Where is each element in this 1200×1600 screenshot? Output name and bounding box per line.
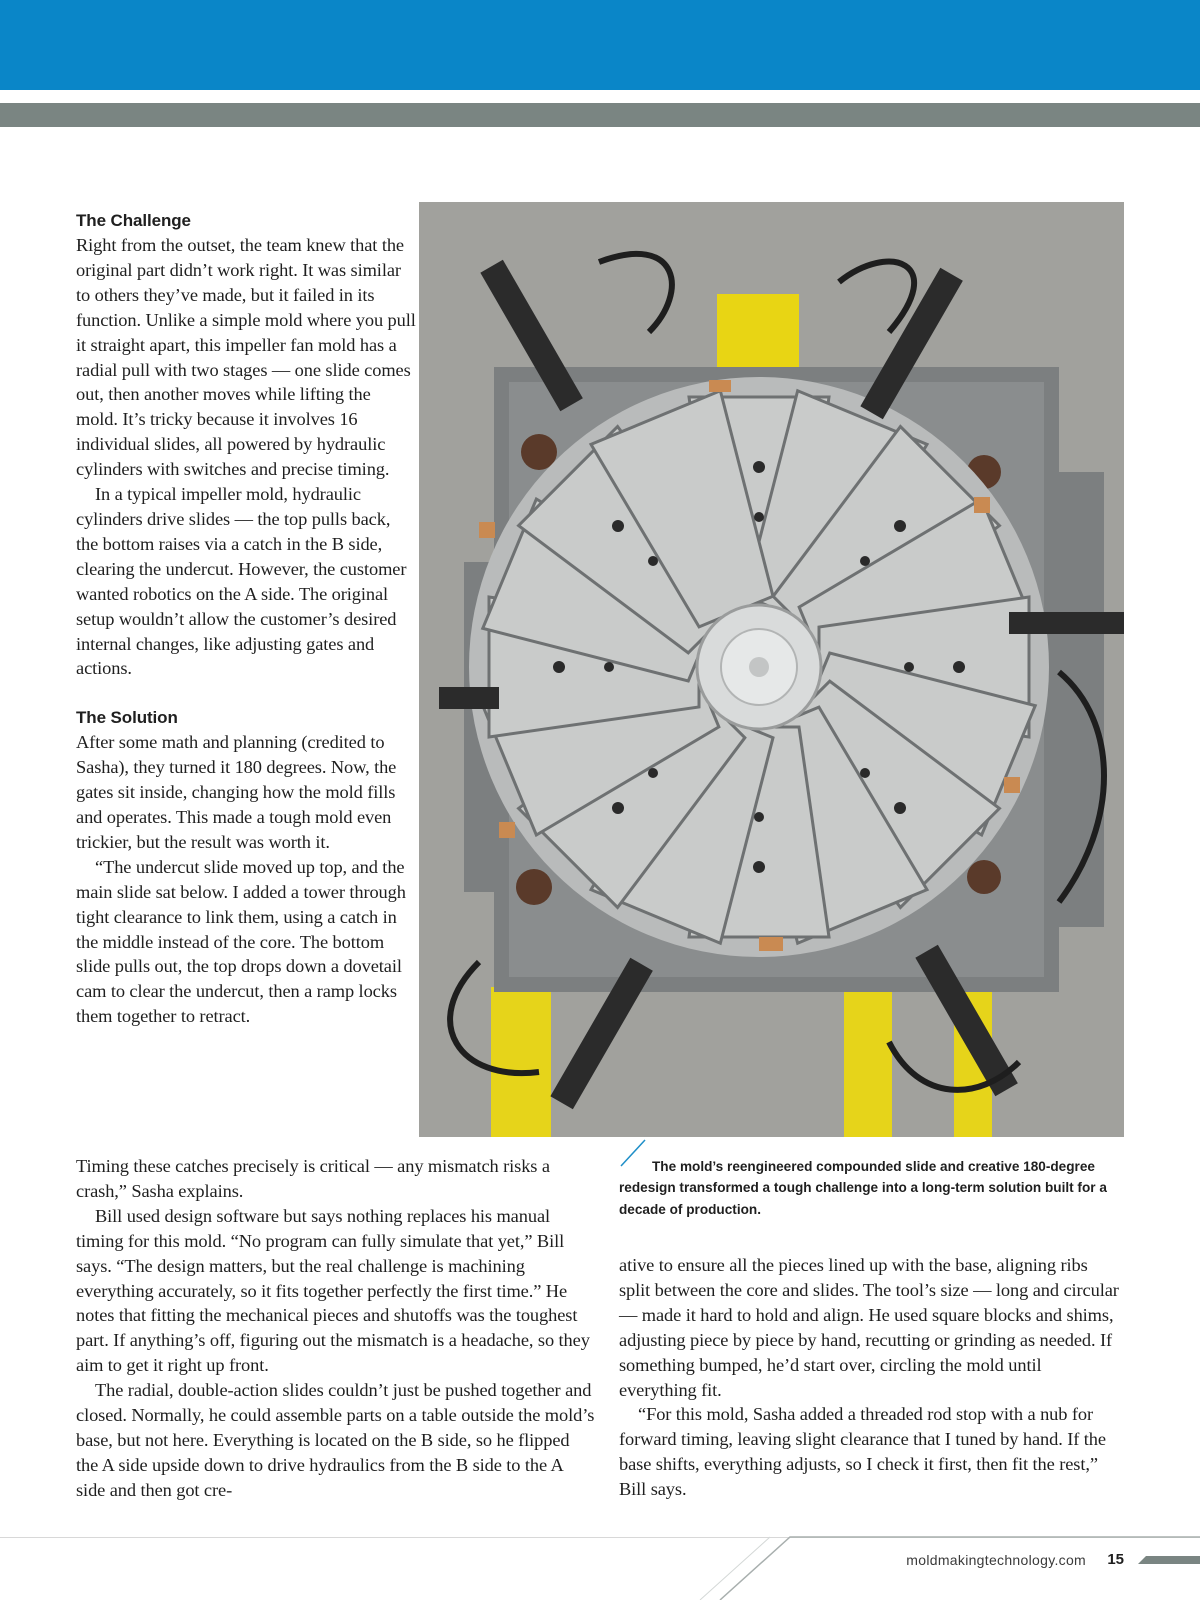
solution-heading: The Solution (76, 708, 178, 728)
article-column-right (619, 1253, 1119, 1502)
solution-paragraph-2-top: “The undercut slide moved up top, and the main slide sat below. I added a tower through tight clearance to link them, using a catch in the middle instead of the core. The bottom slide pulls out, the top drops down a dovetail cam to clear the undercut, then a ramp locks them together to retract. (76, 856, 406, 1027)
solution-paragraph-4: The radial, double-action slides couldn’t just be pushed together and closed. Normally, he could assemble parts on a table outside the mold’s base, but not here. Everything is located on the B side, so he flipped the A side upside down to drive hydraulics from the B side to the A side and then got cre- (76, 1380, 595, 1500)
solution-paragraph-1: After some math and planning (credited to Sasha), they turned it 180 degrees. Now, the gates sit inside, changing how the mold fills and operates. This made a tough mold even trickier, but the result was worth it. (76, 732, 397, 852)
right-paragraph-1: ative to ensure all the pieces lined up with the base, aligning ribs split between the core and slides. The tool’s size — long and circular — made it hard to hold and align. He used square blocks and shims, adjusting piece by piece by hand, recutting or grinding as needed. If something bumped, he’d start over, circling the mold until everything fit. (619, 1255, 1119, 1400)
photo-caption (619, 1156, 1124, 1220)
article-column-left-top (76, 208, 416, 1029)
header-band (0, 0, 1200, 90)
caption-line-rest: redesign transformed a tough challenge into a long-term solution built for a decade of production. (619, 1180, 1107, 1217)
solution-paragraph-3: Bill used design software but says nothing replaces his manual timing for this mold. “No program can fully simulate that yet,” Bill says. “The design matters, but the real challenge is machining everything accurately, so it fits together perfectly the first time.” He notes that fitting the mechanical pieces and shutoffs was the toughest part. If anything’s off, figuring out the mismatch is a headache, so they aim to get it right up front. (76, 1205, 590, 1376)
right-paragraph-2: “For this mold, Sasha added a threaded rod stop with a nub for forward timing, leaving slight clearance that I tuned by hand. If the base shifts, everything adjusts, so I check it first, then fit the rest,” Bill says. (619, 1404, 1106, 1500)
challenge-heading: The Challenge (76, 211, 191, 230)
mold-photo (419, 202, 1124, 1137)
challenge-paragraph-1: Right from the outset, the team knew that the original part didn’t work right. It was similar to others they’ve made, but it failed in its function. Unlike a simple mold where you pull it straight apart, this impeller fan mold has a radial pull with two stages — one slide comes out, then another moves while lifting the mold. It’s tricky because it involves 16 individual slides, all powered by hydraulic cylinders with switches and precise timing. (76, 235, 416, 480)
solution-paragraph-2-bottom: Timing these catches precisely is critical — any mismatch risks a crash,” Sasha explains. (76, 1156, 550, 1201)
header-stripe (0, 103, 1200, 127)
footer-website: moldmakingtechnology.com (906, 1552, 1086, 1568)
caption-line-1: The mold’s reengineered compounded slide and creative 180-degree (652, 1159, 1095, 1174)
challenge-paragraph-2: In a typical impeller mold, hydraulic cylinders drive slides — the top pulls back, the bottom raises via a catch in the B side, clearing the undercut. However, the customer wanted robotics on the A side. The original setup wouldn’t allow the customer’s desired internal changes, like adjusting gates and actions. (76, 484, 407, 679)
article-column-left-bottom (76, 1154, 596, 1503)
page-number: 15 (1107, 1551, 1124, 1568)
